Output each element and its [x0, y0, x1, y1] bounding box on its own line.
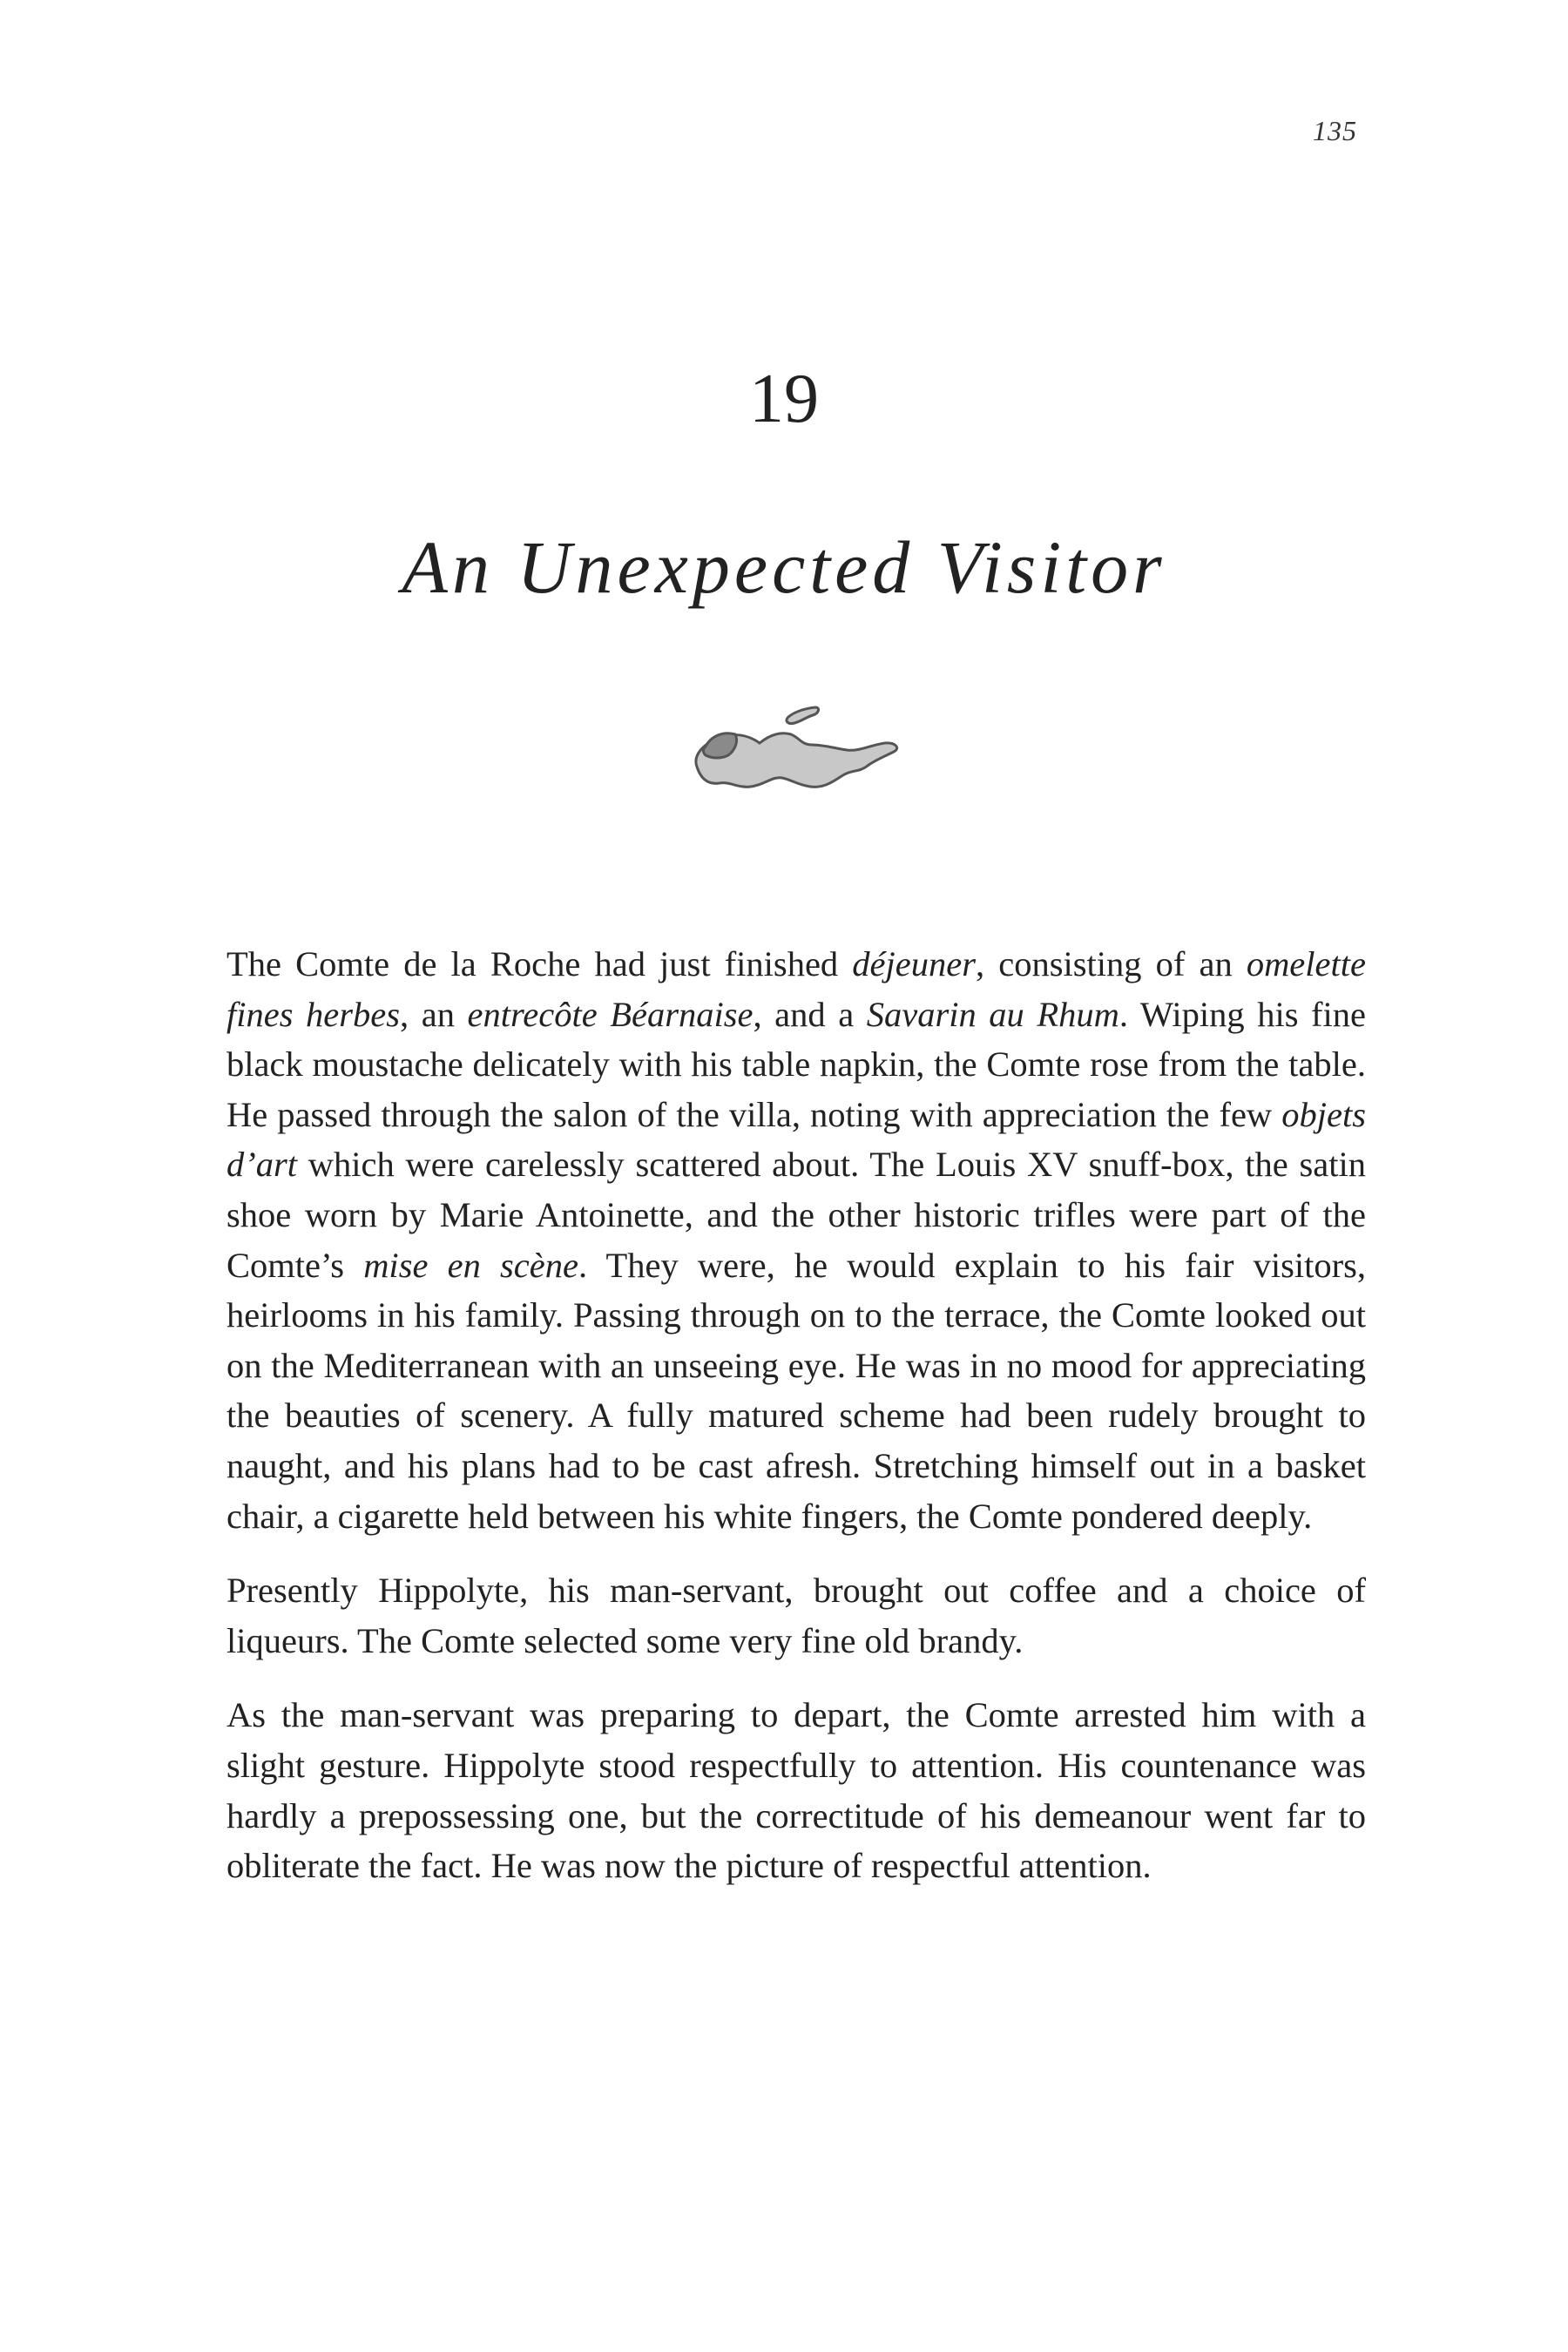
chapter-title: An Unexpected Visitor: [402, 525, 1166, 609]
chapter-body: [226, 939, 1366, 1916]
italic-phrase: mise en scène: [363, 1245, 578, 1285]
ornament-island: [787, 707, 819, 724]
text-run: . Wiping his fine black moustache delicately with his table napkin, the Comte rose from the table. He passed through the salon of the villa, noting with appreciation the few: [226, 994, 1367, 1134]
text-run: Presently Hippolyte, his man-servant, brought out coffee and a choice of liqueurs. The Comte selected some very fine old brandy.: [226, 1571, 1366, 1660]
paragraph: [226, 1690, 1366, 1890]
italic-phrase: objets d’art: [226, 1094, 1366, 1185]
page-number: 135: [1313, 115, 1357, 146]
paragraph: [226, 1565, 1366, 1666]
text-run: which were carelessly scattered about. The Louis XV snuff-box, the satin shoe worn by Marie Antoinette, and the other historic trifles were part of the Comte’s: [226, 1145, 1366, 1285]
italic-phrase: omelette fines herbes: [226, 944, 1366, 1034]
text-run: , consisting of an: [976, 944, 1247, 983]
italic-phrase: Savarin au Rhum: [866, 994, 1119, 1034]
italic-phrase: déjeuner: [852, 944, 976, 983]
text-run: , an: [400, 994, 468, 1034]
chapter-number: 19: [749, 361, 819, 437]
text-run: . They were, he would explain to his fair visitors, heirlooms in his family. Passing through on to the terrace, the Comte looked out on the Mediterranean with an unseeing eye. He was in no mood for appreciating the beauties of scenery. A fully matured scheme had been rudely brought to naught, and his plans had to be cast afresh. Stretching himself out in a basket chair, a cigarette held between his white fingers, the Comte pondered deeply.: [226, 1245, 1366, 1536]
italic-phrase: entrecôte Béarnaise: [467, 994, 754, 1034]
text-run: , and a: [753, 994, 867, 1034]
lake-ornament-icon: [688, 693, 906, 810]
paragraph: [226, 939, 1366, 1541]
text-run: The Comte de la Roche had just finished: [226, 944, 853, 983]
text-run: As the man-servant was preparing to depart, the Comte arrested him with a slight gesture. Hippolyte stood respectfully to attention. His countenance was hardly a prepossessing one, but the correctitude of his demeanour went far to obliterate the fact. He was now the picture of respectful attention.: [226, 1695, 1366, 1886]
